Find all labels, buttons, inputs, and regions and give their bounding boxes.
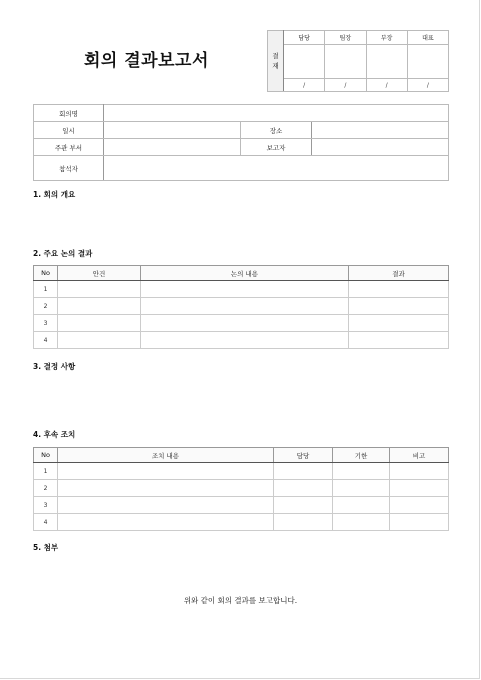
- reporter-label: 보고자: [241, 139, 312, 156]
- deadline-cell[interactable]: [333, 480, 390, 497]
- agenda-cell[interactable]: [58, 281, 141, 298]
- place-label: 장소: [241, 122, 312, 139]
- action-cell[interactable]: [58, 514, 274, 531]
- owner-cell[interactable]: [274, 514, 333, 531]
- discussion-cell[interactable]: [141, 298, 349, 315]
- host-dept-label: 주관 부서: [34, 139, 104, 156]
- row-number: 3: [34, 315, 58, 332]
- action-cell[interactable]: [58, 463, 274, 480]
- approval-date-team-lead[interactable]: /: [325, 79, 366, 92]
- result-cell[interactable]: [349, 281, 449, 298]
- section-attachments-heading: 5. 첨부: [33, 543, 59, 552]
- section-followup-heading: 4. 후속 조치: [33, 430, 76, 439]
- owner-cell[interactable]: [274, 497, 333, 514]
- followup-header-action: 조치 내용: [58, 448, 274, 463]
- approval-date-ceo[interactable]: /: [407, 79, 448, 92]
- closing-statement: 위와 같이 회의 결과를 보고합니다.: [183, 596, 298, 605]
- row-number: 1: [34, 281, 58, 298]
- note-cell[interactable]: [390, 514, 449, 531]
- followup-header-owner: 담당: [274, 448, 333, 463]
- meeting-name-label: 회의명: [34, 105, 104, 122]
- table-row: [34, 315, 449, 332]
- result-cell[interactable]: [349, 315, 449, 332]
- results-table: [33, 265, 449, 349]
- approval-role-team-lead: 팀장: [325, 31, 366, 45]
- datetime-field[interactable]: [104, 122, 241, 139]
- action-cell[interactable]: [58, 480, 274, 497]
- approval-role-ceo: 대표: [407, 31, 448, 45]
- approval-sign-staff[interactable]: [284, 45, 325, 79]
- result-cell[interactable]: [349, 298, 449, 315]
- approval-sign-team-lead[interactable]: [325, 45, 366, 79]
- owner-cell[interactable]: [274, 480, 333, 497]
- row-number: 3: [34, 497, 58, 514]
- result-cell[interactable]: [349, 332, 449, 349]
- approval-box: [267, 30, 449, 92]
- approval-role-staff: 담당: [284, 31, 325, 45]
- deadline-cell[interactable]: [333, 463, 390, 480]
- row-number: 2: [34, 480, 58, 497]
- deadline-cell[interactable]: [333, 497, 390, 514]
- row-number: 4: [34, 332, 58, 349]
- section-results-heading: 2. 주요 논의 결과: [33, 249, 93, 258]
- agenda-cell[interactable]: [58, 332, 141, 349]
- results-header-agenda: 안건: [58, 266, 141, 281]
- agenda-cell[interactable]: [58, 315, 141, 332]
- deadline-cell[interactable]: [333, 514, 390, 531]
- approval-date-staff[interactable]: /: [284, 79, 325, 92]
- table-row: [34, 480, 449, 497]
- followup-table: [33, 447, 449, 531]
- approval-date-manager[interactable]: /: [366, 79, 407, 92]
- approval-label-line2: 재: [272, 62, 279, 70]
- discussion-cell[interactable]: [141, 315, 349, 332]
- section-decisions-heading: 3. 결정 사항: [33, 362, 76, 371]
- results-header-discussion: 논의 내용: [141, 266, 349, 281]
- row-number: 1: [34, 463, 58, 480]
- approval-label-line1: 결: [272, 52, 279, 60]
- table-row: [34, 497, 449, 514]
- note-cell[interactable]: [390, 463, 449, 480]
- followup-header-no: No: [34, 448, 58, 463]
- table-row: [34, 281, 449, 298]
- approval-sign-manager[interactable]: [366, 45, 407, 79]
- action-cell[interactable]: [58, 497, 274, 514]
- note-cell[interactable]: [390, 480, 449, 497]
- section-overview-heading: 1. 회의 개요: [33, 190, 76, 199]
- followup-header-note: 비고: [390, 448, 449, 463]
- discussion-cell[interactable]: [141, 332, 349, 349]
- document-title: 회의 결과보고서: [84, 51, 209, 71]
- meeting-info-table: [33, 104, 449, 181]
- agenda-cell[interactable]: [58, 298, 141, 315]
- followup-header-deadline: 기한: [333, 448, 390, 463]
- table-row: [34, 463, 449, 480]
- results-header-no: No: [34, 266, 58, 281]
- table-row: [34, 332, 449, 349]
- discussion-cell[interactable]: [141, 281, 349, 298]
- meeting-name-field[interactable]: [104, 105, 449, 122]
- host-dept-field[interactable]: [104, 139, 241, 156]
- row-number: 2: [34, 298, 58, 315]
- attendees-label: 참석자: [34, 156, 104, 181]
- approval-sign-ceo[interactable]: [407, 45, 448, 79]
- reporter-field[interactable]: [312, 139, 449, 156]
- attendees-field[interactable]: [104, 156, 449, 181]
- table-row: [34, 298, 449, 315]
- note-cell[interactable]: [390, 497, 449, 514]
- datetime-label: 일시: [34, 122, 104, 139]
- owner-cell[interactable]: [274, 463, 333, 480]
- approval-label: [268, 31, 284, 92]
- place-field[interactable]: [312, 122, 449, 139]
- row-number: 4: [34, 514, 58, 531]
- approval-role-manager: 부장: [366, 31, 407, 45]
- results-header-result: 결과: [349, 266, 449, 281]
- table-row: [34, 514, 449, 531]
